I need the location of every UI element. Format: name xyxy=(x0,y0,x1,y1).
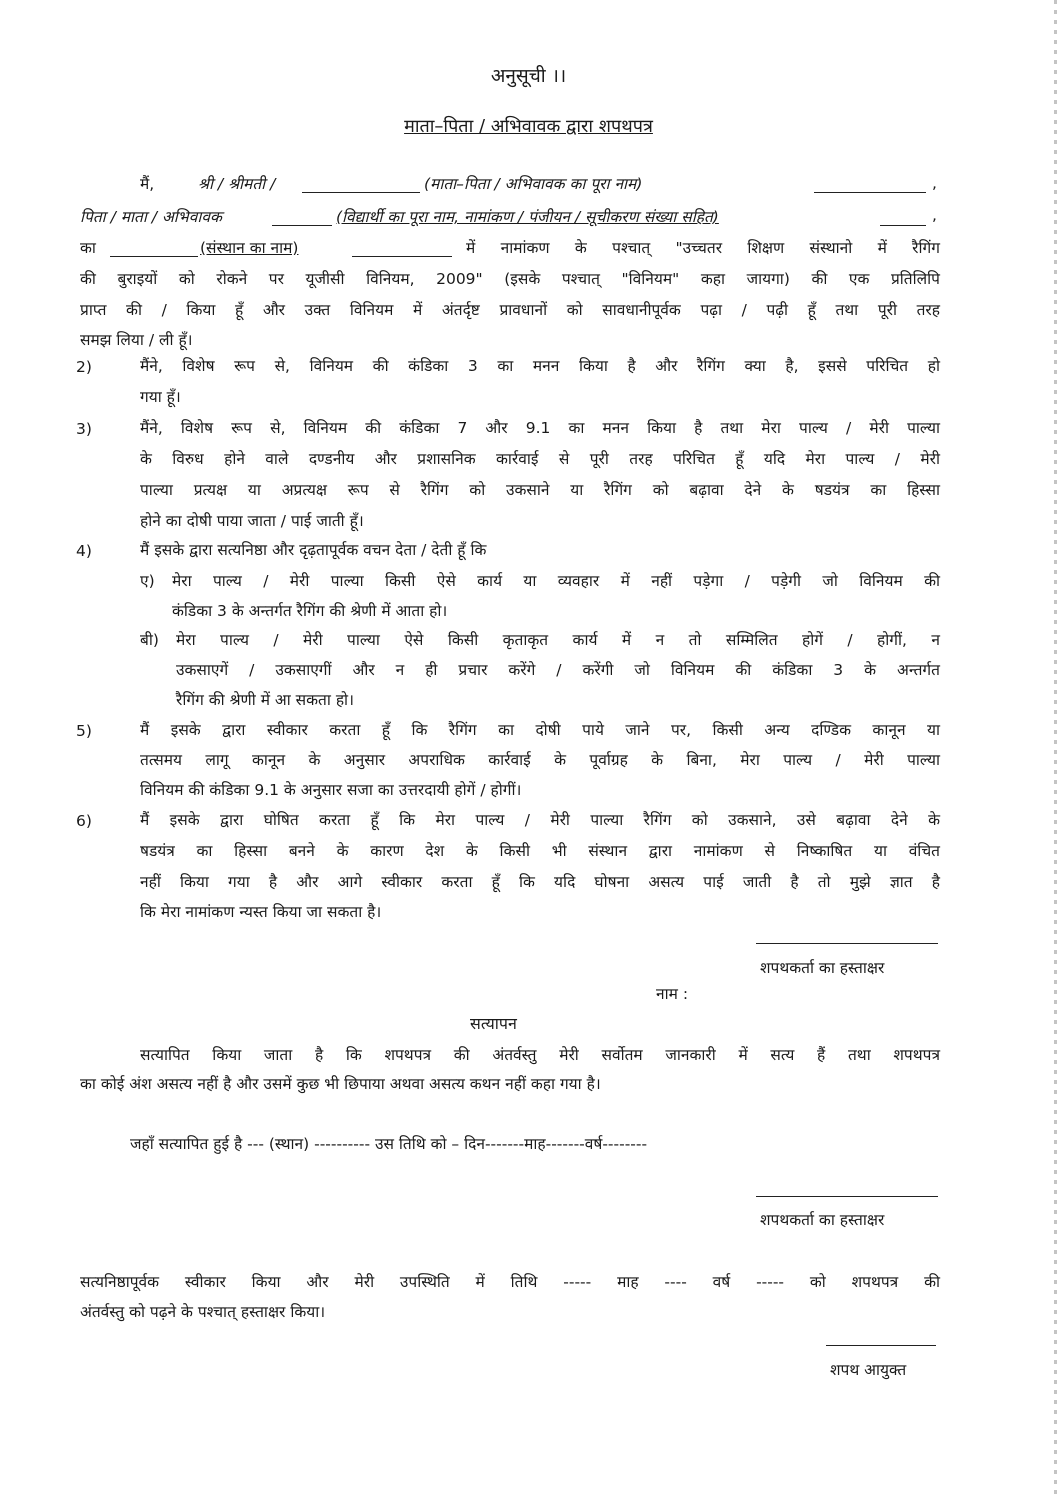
intro-line3-hint: (संस्थान का नाम) xyxy=(200,239,299,257)
subitem-a-label: ए) xyxy=(140,572,155,590)
document-title: माता–पिता / अभिवावक द्वारा शपथपत्र xyxy=(404,116,653,137)
signature-line-2 xyxy=(756,1196,938,1197)
verification-heading: सत्यापन xyxy=(470,1014,517,1033)
institute-blank xyxy=(110,256,198,257)
item-number-5: 5) xyxy=(76,722,92,740)
subitem-a-line1: मेरा पाल्य / मेरी पाल्या किसी ऐसे कार्य या व्यवहार में नहीं पड़ेगा / पड़ेगी जो विनियम की xyxy=(172,572,940,590)
item-5-line1: मैं इसके द्वारा स्वीकार करता हूँ कि रैगिंग का दोषी पाये जाने पर, किसी अन्य दण्डिक कानून या xyxy=(140,721,940,739)
item-2-line2: गया हूँ। xyxy=(140,388,181,406)
item-3-line1: मैंने, विशेष रूप से, विनियम की कंडिका 7 और 9.1 का मनन किया है तथा मेरा पाल्य / मेरी पाल्या xyxy=(140,419,940,437)
signature-label-1: शपथकर्ता का हस्ताक्षर xyxy=(760,959,885,977)
intro-line1-hint: (माता–पिता / अभिवावक का पूरा नाम) xyxy=(424,175,643,193)
item-6-line3: नहीं किया गया है और आगे स्वीकार करता हूँ कि यदि घोषना असत्य पाई जाती है तो मुझे ज्ञात है xyxy=(140,873,940,891)
item-3-line3: पाल्या प्रत्यक्ष या अप्रत्यक्ष रूप से रैगिंग को उकसाने या रैगिंग को बढ़ावा देने के षडयंत्र का हिस्सा xyxy=(140,481,940,499)
item-4-line1: मैं इसके द्वारा सत्यनिष्ठा और दृढ़तापूर्वक वचन देता / देती हूँ कि xyxy=(140,541,487,559)
commissioner-label: शपथ आयुक्त xyxy=(830,1361,907,1379)
deponent-name-label: नाम : xyxy=(656,985,689,1003)
verification-line2: का कोई अंश असत्य नहीं है और उसमें कुछ भी छिपाया अथवा असत्य कथन नहीं कहा गया है। xyxy=(80,1075,601,1093)
item-6-line4: कि मेरा नामांकण न्यस्त किया जा सकता है। xyxy=(140,903,382,921)
subitem-b-line1: मेरा पाल्य / मेरी पाल्या ऐसे किसी कृताकृत कार्य में न तो सम्मिलित होगें / होगीं, न xyxy=(176,631,940,649)
item-5-line2: तत्समय लागू कानून के अनुसार अपराधिक कार्रवाई के पूर्वाग्रह के बिना, मेरा पाल्य / मेरी पाल्या xyxy=(140,751,940,769)
item-number-4: 4) xyxy=(76,542,92,560)
intro-line1-honorific: श्री / श्रीमती / xyxy=(198,175,276,193)
intro-line6: समझ लिया / ली हूँ। xyxy=(80,331,193,349)
institute-blank-end xyxy=(352,256,452,257)
student-blank-end xyxy=(880,225,926,226)
subitem-b-line2: उकसाएगें / उकसाएगीं और न ही प्रचार करेंगे / करेंगी जो विनियम की कंडिका 3 के अन्तर्गत xyxy=(176,661,940,679)
verification-place-date: जहाँ सत्यापित हुई है --- (स्थान) ---------- उस तिथि को – दिन-------माह-------वर्ष-------- xyxy=(130,1135,648,1153)
item-2-line1: मैंने, विशेष रूप से, विनियम की कंडिका 3 का मनन किया है और रैगिंग क्या है, इससे परिचित हो xyxy=(140,357,940,375)
item-6-line1: मैं इसके द्वारा घोषित करता हूँ कि मेरा पाल्य / मेरी पाल्या रैगिंग को उकसाने, उसे बढ़ावा देने के xyxy=(140,811,940,829)
item-number-3: 3) xyxy=(76,420,92,438)
relation-blank xyxy=(272,225,332,226)
subitem-b-label: बी) xyxy=(140,631,159,649)
item-number-2: 2) xyxy=(76,358,92,376)
intro-line3-text: में नामांकण के पश्चात् "उच्चतर शिक्षण संस्थानो में रैगिंग xyxy=(466,239,940,257)
item-5-line3: विनियम की कंडिका 9.1 के अनुसार सजा का उत्तरदायी होगें / होगीं। xyxy=(140,781,522,799)
comma-2: , xyxy=(932,206,937,224)
closing-line2: अंतर्वस्तु को पढ़ने के पश्चात् हस्ताक्षर किया। xyxy=(80,1303,326,1321)
item-number-6: 6) xyxy=(76,812,92,830)
signature-label-2: शपथकर्ता का हस्ताक्षर xyxy=(760,1211,885,1229)
intro-line5: प्राप्त की / किया हूँ और उक्त विनियम में अंतर्दृष्ट प्रावधानों को सावधानीपूर्वक पढ़ा / पढ़ी हूँ तथा पूरी तरह xyxy=(80,301,940,319)
item-6-line2: षडयंत्र का हिस्सा बनने के कारण देश के किसी भी संस्थान द्वारा नामांकण से निष्काषित या वंचित xyxy=(140,842,940,860)
subitem-b-line3: रैगिंग की श्रेणी में आ सकता हो। xyxy=(176,691,354,709)
schedule-heading: अनुसूची ।। xyxy=(490,65,567,87)
intro-line3-of: का xyxy=(80,239,96,257)
verification-line1: सत्यापित किया जाता है कि शपथपत्र की अंतर्वस्तु मेरी सर्वोतम जानकारी में सत्य हैं तथा शपथपत्र xyxy=(140,1046,940,1064)
intro-line1-main: मैं, xyxy=(140,175,155,193)
intro-line4: की बुराइयों को रोकने पर यूजीसी विनियम, 2009" (इसके पश्चात् "विनियम" कहा जायगा) की एक प्रतिलिपि xyxy=(80,270,940,288)
parent-name-blank xyxy=(302,192,420,193)
parent-name-blank-end xyxy=(814,192,926,193)
closing-line1: सत्यनिष्ठापूर्वक स्वीकार किया और मेरी उपस्थिति में तिथि ----- माह ---- वर्ष ----- को शपथपत्र की xyxy=(80,1273,940,1291)
item-3-line4: होने का दोषी पाया जाता / पाई जाती हूँ। xyxy=(140,512,364,530)
intro-line2-hint: (विद्यार्थी का पूरा नाम, नामांकण / पंजीयन / सूचीकरण संख्या सहित) xyxy=(336,208,719,226)
signature-line-1 xyxy=(756,943,938,944)
item-3-line2: के विरुध होने वाले दण्डनीय और प्रशासनिक कार्रवाई से पूरी तरह परिचित हूँ यदि मेरा पाल्य / मेरी xyxy=(140,450,940,468)
commissioner-signature-line xyxy=(826,1345,936,1346)
comma: , xyxy=(932,174,937,192)
intro-line2-relation: पिता / माता / अभिवावक xyxy=(80,208,222,226)
subitem-a-line2: कंडिका 3 के अन्तर्गत रैगिंग की श्रेणी में आता हो। xyxy=(172,602,448,620)
